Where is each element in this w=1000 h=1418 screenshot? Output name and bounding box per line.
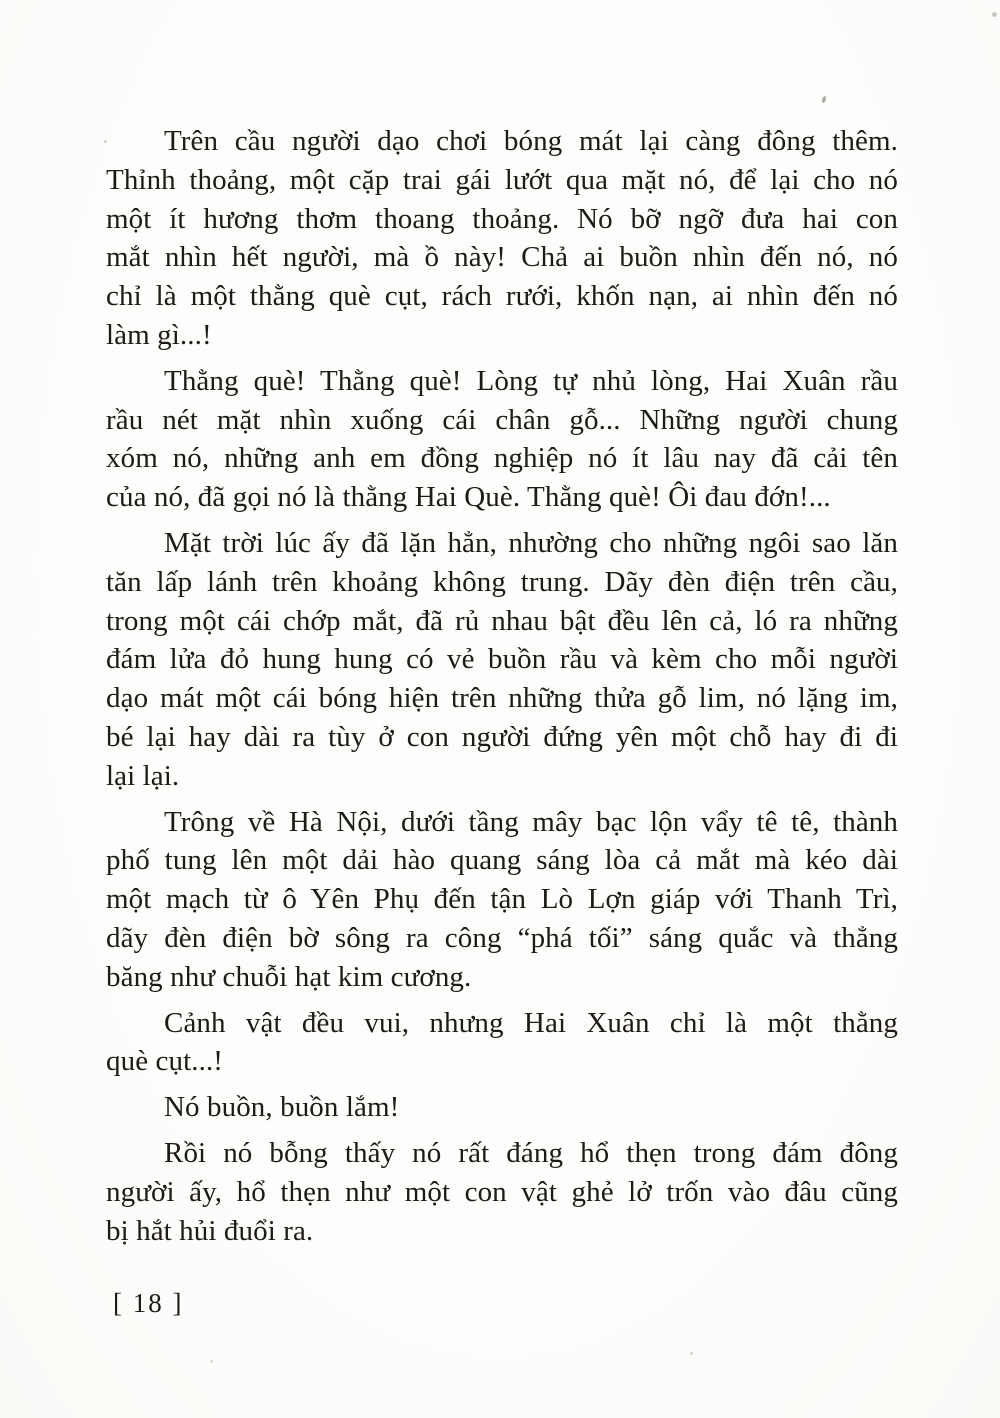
paragraph-4 xyxy=(106,803,898,997)
text-line: Cảnh vật đều vui, nhưng Hai Xuân chỉ là một thằng xyxy=(164,1006,898,1039)
text-line: Trông về Hà Nội, dưới tầng mây bạc lộn vẩy tê tê, thành xyxy=(164,805,898,838)
text-line: mắt nhìn hết người, mà ồ này! Chả ai buồn nhìn đến nó, nó xyxy=(106,241,898,274)
text-line: trong một cái chớp mắt, đã rủ nhau bật đều lên cả, ló ra những xyxy=(106,604,898,637)
page-text xyxy=(106,122,898,1250)
text-line: Thỉnh thoảng, một cặp trai gái lướt qua mặt nó, để lại cho nó xyxy=(106,163,898,196)
text-line: lại lại. xyxy=(106,759,180,792)
text-line: Mặt trời lúc ấy đã lặn hẳn, nhường cho những ngôi sao lăn xyxy=(164,526,898,559)
paragraph-5 xyxy=(106,1004,898,1082)
text-line: chỉ là một thằng què cụt, rách rưới, khốn nạn, ai nhìn đến nó xyxy=(106,280,898,313)
scan-speck xyxy=(690,1352,693,1355)
text-line: dãy đèn điện bờ sông ra công “phá tối” sáng quắc và thẳng xyxy=(106,921,898,954)
scan-speck xyxy=(821,96,827,104)
text-line: Rồi nó bỗng thấy nó rất đáng hổ thẹn trong đám đông xyxy=(164,1136,898,1169)
text-line: Nó buồn, buồn lắm! xyxy=(164,1091,400,1124)
text-line: làm gì...! xyxy=(106,318,212,351)
text-line: Thằng què! Thằng què! Lòng tự nhủ lòng, Hai Xuân rầu xyxy=(164,364,898,397)
text-line: băng như chuỗi hạt kim cương. xyxy=(106,960,472,993)
paragraph-7 xyxy=(106,1134,898,1250)
text-line: tăn lấp lánh trên khoảng không trung. Dãy đèn điện trên cầu, xyxy=(106,565,898,598)
text-line: bé lại hay dài ra tùy ở con người đứng yên một chỗ hay đi đi xyxy=(106,720,898,753)
text-line: của nó, đã gọi nó là thằng Hai Què. Thằng què! Ôi đau đớn!... xyxy=(106,481,831,514)
text-line: một mạch từ ô Yên Phụ đến tận Lò Lợn giáp với Thanh Trì, xyxy=(106,883,898,916)
text-line: xóm nó, những anh em đồng nghiệp nó ít lâu nay đã cải tên xyxy=(106,442,898,475)
page-number: [ 18 ] xyxy=(113,1288,184,1318)
paragraph-6 xyxy=(106,1088,898,1127)
text-line: người ấy, hổ thẹn như một con vật ghẻ lở trốn vào đâu cũng xyxy=(106,1175,898,1208)
scan-speck xyxy=(210,1360,213,1363)
text-line: rầu nét mặt nhìn xuống cái chân gỗ... Những người chung xyxy=(106,403,898,436)
paragraph-2 xyxy=(106,362,898,517)
paragraph-3 xyxy=(106,524,898,796)
text-line: bị hắt hủi đuổi ra. xyxy=(106,1214,314,1247)
paragraph-1 xyxy=(106,122,898,355)
text-line: phố tung lên một dải hào quang sáng lòa cả mắt mà kéo dài xyxy=(106,844,898,877)
text-line: què cụt...! xyxy=(106,1045,224,1078)
text-line: một ít hương thơm thoang thoảng. Nó bỡ ngỡ đưa hai con xyxy=(106,202,898,235)
text-line: dạo mát một cái bóng hiện trên những thửa gỗ lim, nó lặng im, xyxy=(106,682,898,715)
text-line: đám lửa đỏ hung hung có vẻ buồn rầu và kèm cho mỗi người xyxy=(106,643,898,676)
text-line: Trên cầu người dạo chơi bóng mát lại càng đông thêm. xyxy=(164,125,898,157)
scan-speck xyxy=(992,12,997,17)
